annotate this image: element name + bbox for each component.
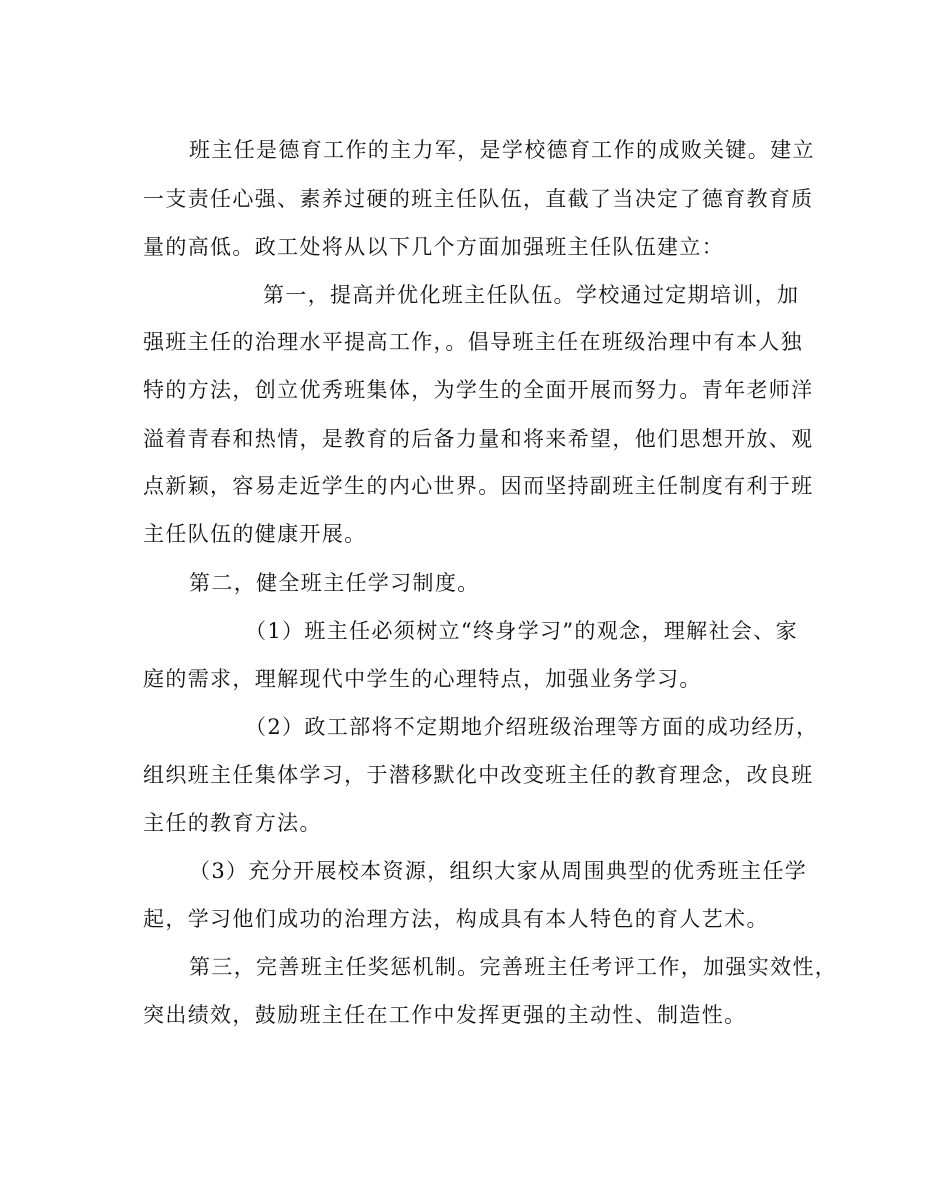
- text-line: （2）政工部将不定期地介绍班级治理等方面的成功经历，: [245, 715, 819, 739]
- text-line: （3）充分开展校本资源，组织大家从周围典型的优秀班主任学: [189, 859, 808, 883]
- text-line: 量的高低。政工处将从以下几个方面加强班主任队伍建立：: [143, 235, 725, 259]
- text-line: 一支责任心强、素养过硬的班主任队伍，直截了当决定了德育教育质: [143, 187, 814, 211]
- text-line: 庭的需求，理解现代中学生的心理特点，加强业务学习。: [143, 667, 702, 691]
- text-line: 班主任是德育工作的主力军，是学校德育工作的成败关键。建立: [189, 138, 815, 162]
- text-line: 组织班主任集体学习，于潜移默化中改变班主任的教育理念，改良班: [143, 763, 814, 787]
- text-line: 溢着青春和热情，是教育的后备力量和将来希望，他们思想开放、观: [143, 427, 814, 451]
- text-line: （1）班主任必须树立“终身学习”的观念，理解社会、家: [245, 619, 798, 643]
- text-line: 第三，完善班主任奖惩机制。完善班主任考评工作，加强实效性，: [189, 955, 838, 979]
- text-line: 点新颖，容易走近学生的内心世界。因而坚持副班主任制度有利于班: [143, 474, 814, 498]
- text-line: 强班主任的治理水平提高工作，。倡导班主任在班级治理中有本人独: [143, 330, 803, 354]
- text-line: 起，学习他们成功的治理方法，构成具有本人特色的育人艺术。: [143, 907, 769, 931]
- text-line: 主任队伍的健康开展。: [143, 522, 367, 546]
- text-line: 特的方法，创立优秀班集体，为学生的全面开展而努力。青年老师洋: [143, 378, 814, 402]
- text-line: 突出绩效，鼓励班主任在工作中发挥更强的主动性、制造性。: [143, 1003, 747, 1027]
- text-line: 第一，提高并优化班主任队伍。学校通过定期培训，加: [263, 283, 800, 307]
- text-line: 主任的教育方法。: [143, 811, 322, 835]
- text-line: 第二，健全班主任学习制度。: [189, 571, 480, 595]
